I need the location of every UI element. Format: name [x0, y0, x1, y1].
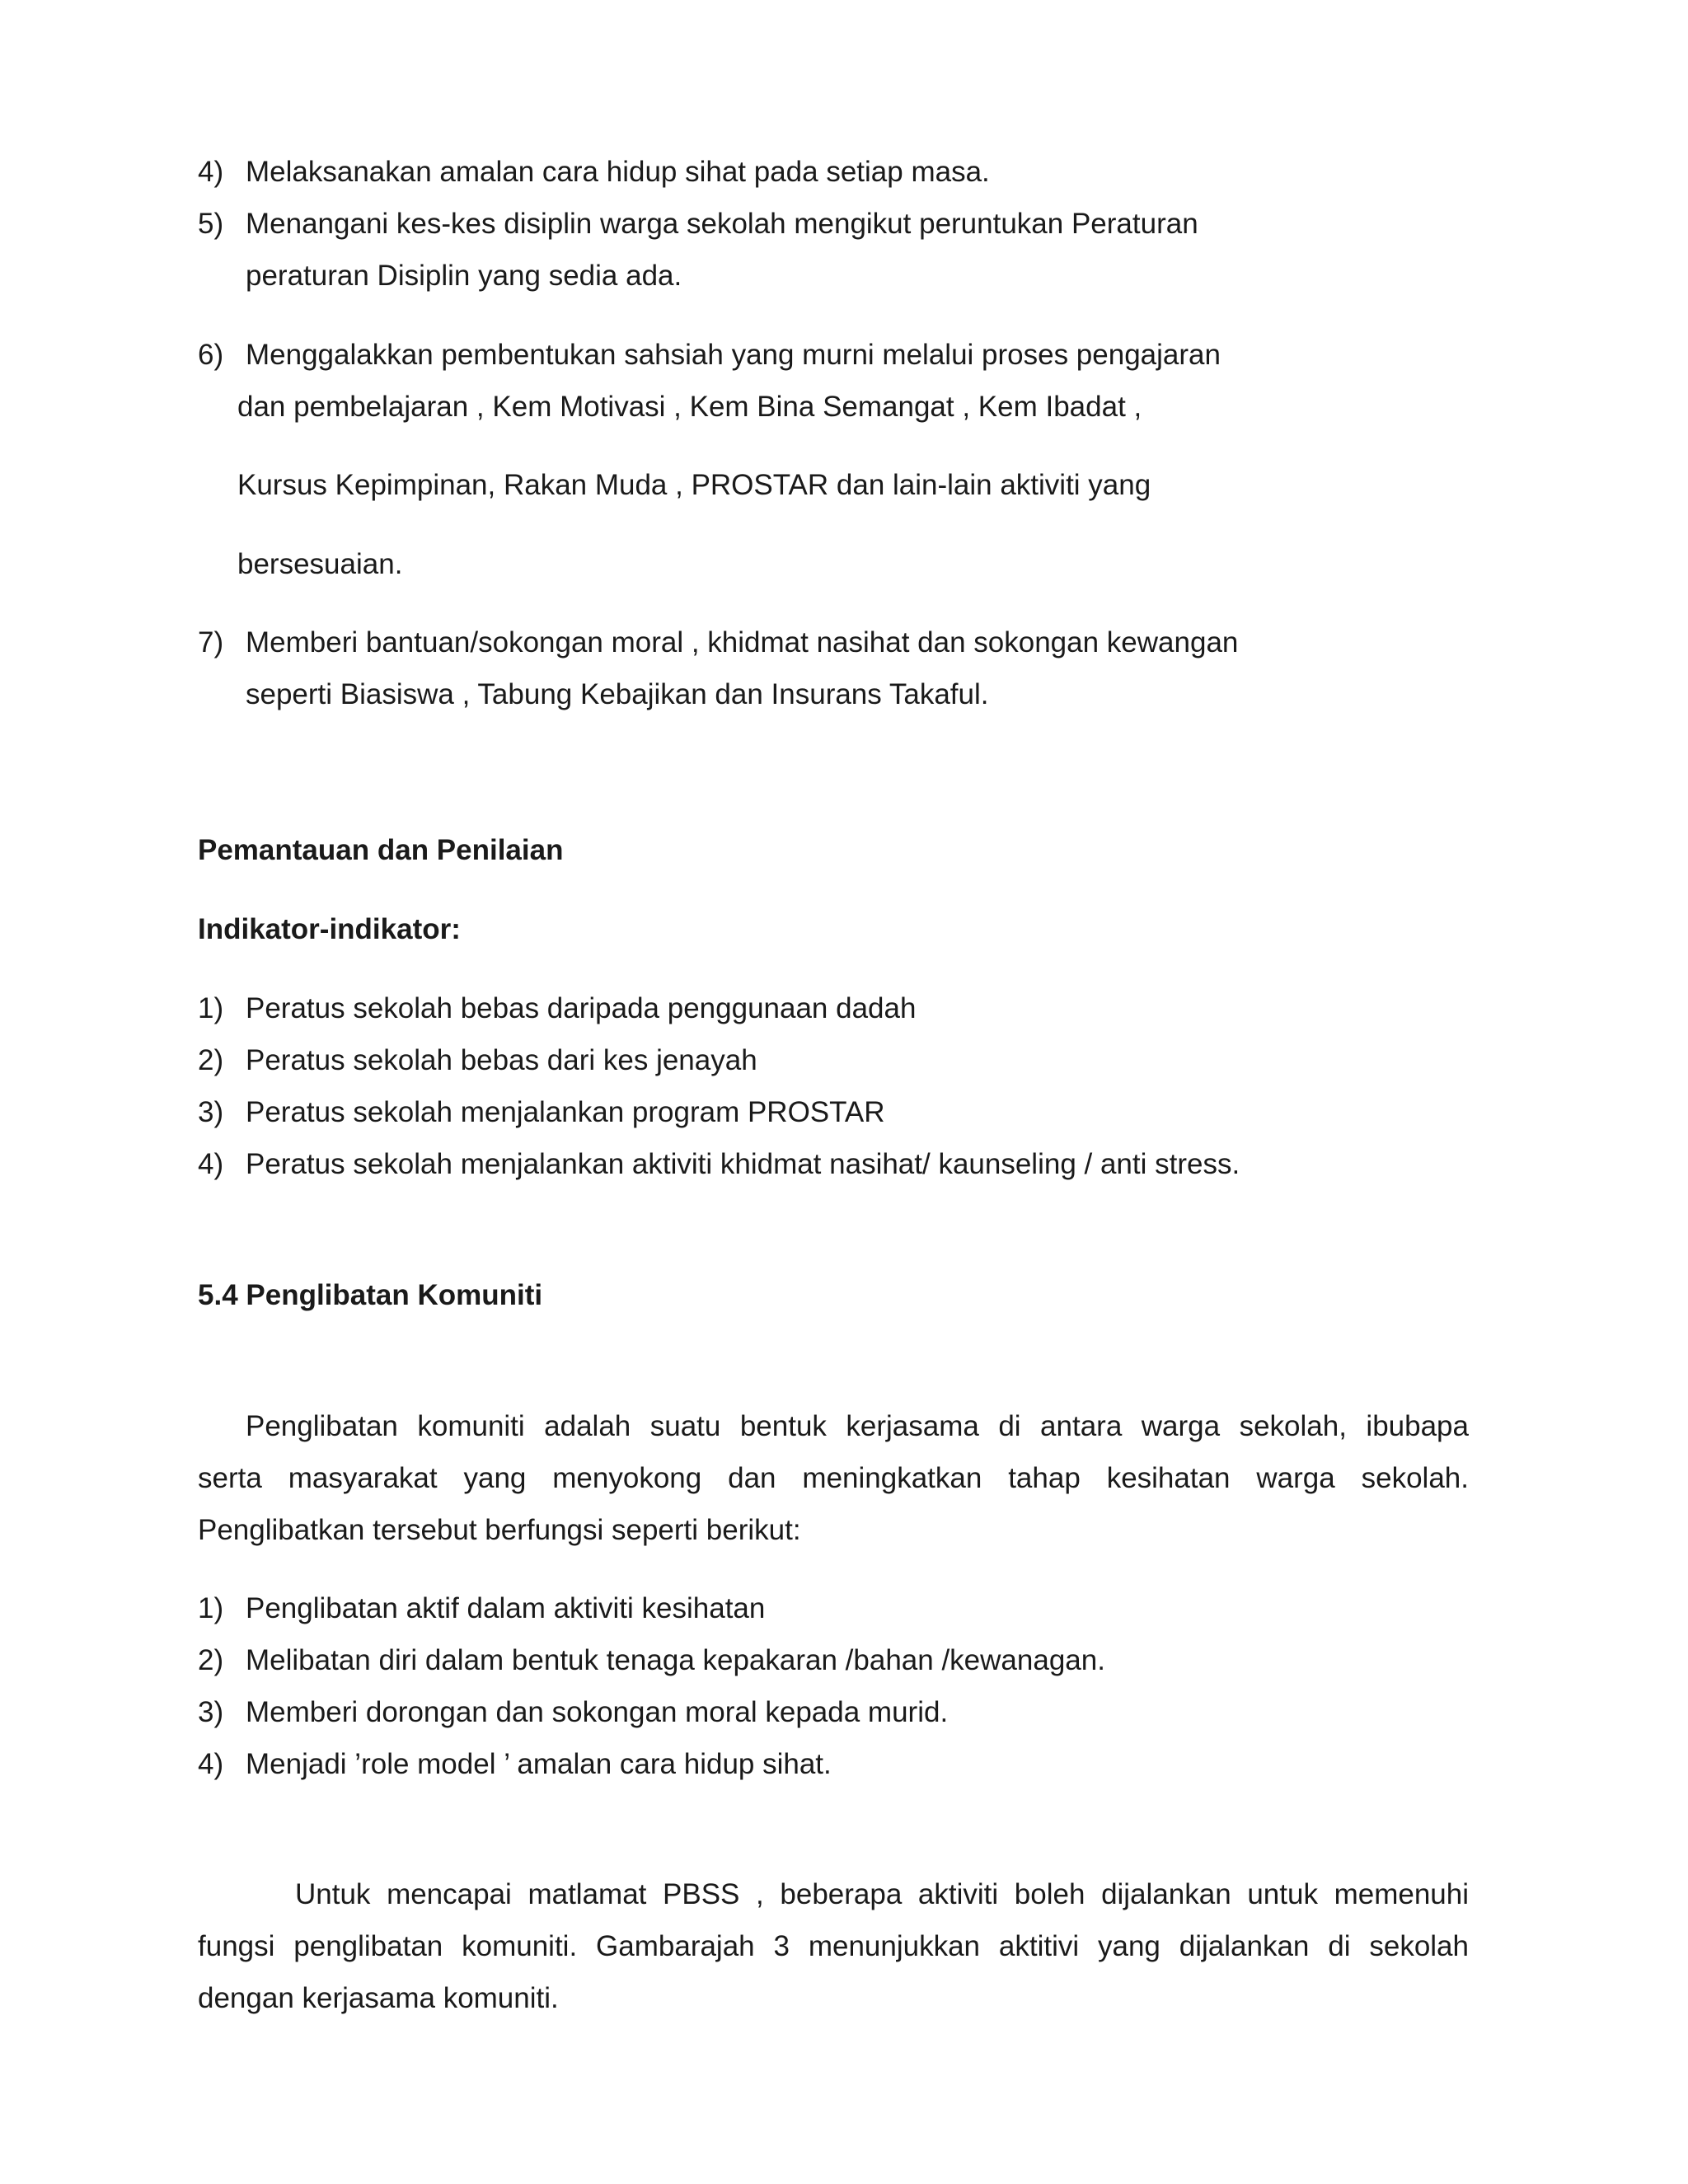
paragraph-line: Penglibatan komuniti adalah suatu bentuk kerjasama di antara warga sekolah, ibubapa — [246, 1410, 1469, 1442]
paragraph-line: dengan kerjasama komuniti. — [198, 1982, 559, 2014]
paragraph-line: Penglibatkan tersebut berfungsi seperti berikut: — [198, 1514, 801, 1546]
paragraph-line: Untuk mencapai matlamat PBSS , beberapa aktiviti boleh dijalankan untuk memenuhi — [295, 1878, 1469, 1910]
section-heading: 5.4 Penglibatan Komuniti — [198, 1279, 543, 1311]
paragraph-line: fungsi penglibatan komuniti. Gambarajah 3 menunjukkan aktitivi yang dijalankan di sekolah — [198, 1930, 1469, 1962]
heading-monitoring: Pemantauan dan Penilaian — [198, 834, 564, 866]
heading-indicators: Indikator-indikator: — [198, 913, 461, 945]
paragraph-line: serta masyarakat yang menyokong dan meningkatkan tahap kesihatan warga sekolah. — [198, 1462, 1469, 1494]
